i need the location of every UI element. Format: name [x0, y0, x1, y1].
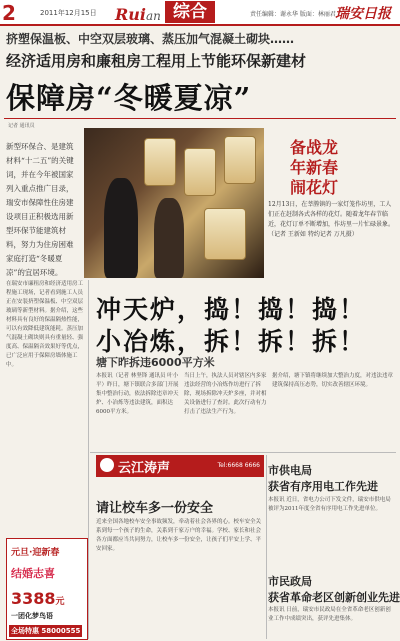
lantern-photo [84, 128, 264, 278]
story-byline: 记者 通讯员 [8, 123, 35, 129]
ad-slogan: 结婚志喜 [11, 567, 55, 580]
lantern-shape [184, 148, 216, 196]
demolition-body-col2: 当日上午，执法人员对辖区内多家违法经营的小冶炼作坊进行了拆除，现场拆除冲天炉多座，并对相关设备进行了查封。此次行动有力打击了违法生产行为。 [184, 373, 267, 415]
demolition-headline-line2: 小冶炼，拆！拆！拆！ [96, 327, 367, 356]
story-lead: 新型环保合、是建筑材料“十二五”的关键词，并在今年被国家列入重点推广目录，瑞安市保障性住房建设项目正积极选用新型环保节能建筑材料，努力为住房困难家庭打造“冬暖夏凉”的宜居环境。 [6, 142, 74, 277]
lantern-shape [204, 208, 246, 260]
issue-date: 2011年12月15日 [40, 9, 97, 17]
ad-price: 3388元 [11, 589, 65, 608]
headline-divider [4, 118, 396, 119]
section-name: 综合 [165, 1, 215, 23]
column-title: 云江涛声 [118, 461, 171, 476]
column-divider [88, 280, 89, 639]
demolition-body-col1: 本报讯（记者 林坚锋 通讯员 叶小平）昨日，塘下镇联合多部门开展集中整治行动，依法拆除违章冲天炉、小冶炼等违法建筑，面积达6000平方米。 [96, 373, 179, 415]
page-number: 2 [2, 1, 16, 25]
column-tel: Tel:6668 6666 [217, 462, 260, 469]
ad-title: 元旦·迎新春 [11, 548, 60, 558]
section-divider [90, 452, 396, 453]
ad-line: 一团化梦鸟语 [11, 612, 53, 620]
news1-headline-line2: 获省有序用电工作先进 [268, 480, 378, 493]
editor-credits: 责任编辑：谢永华 版面：林丽君 [250, 11, 336, 18]
photo-caption: 12月13日，在莘塍镇的一家灯笼作坊里，工人们正在赶制各式各样的花灯。随着龙年春节临近，花灯订单不断增加，作坊里一片忙碌景象。（记者 王新如 特约记者 万凡摄） [268, 201, 395, 238]
demolition-body-col3: 据介绍，塘下镇将继续加大整治力度，对违法违章建筑保持高压态势，切实改善辖区环境。 [272, 373, 394, 388]
ad-phone: 全场特惠 58000555 [11, 627, 81, 635]
photo-title: 备战龙年新春 闹花灯 [290, 138, 339, 197]
story-kicker: 挤塑保温板、中空双层玻璃、蒸压加气混凝土砌块…… [6, 32, 295, 46]
newspaper-brand: 瑞安日报 [335, 6, 391, 22]
advertisement[interactable] [6, 538, 88, 640]
news2-body: 本报讯 日前，瑞安市民政局在全省革命老区创新创业工作中成绩突出，获评先进集体。 [268, 607, 391, 622]
story-headline: 保障房“冬暖夏凉” [6, 81, 252, 115]
story-subhead: 经济适用房和廉租房工程用上节能环保新建材 [6, 52, 307, 70]
lantern-shape [144, 138, 176, 186]
news1-headline-line1: 市供电局 [268, 464, 312, 477]
person-figure [104, 178, 138, 278]
demolition-subhead: 塘下昨拆违6000平方米 [96, 356, 215, 369]
news2-headline-line2: 获省革命老区创新创业先进 [268, 591, 400, 604]
section-logo [115, 5, 161, 24]
oped-body: 近来全国各地校车安全事故频发，牵动着社会各界的心。校车安全关系到每一个孩子的生命，关系到千家万户的幸福。学校、家长和社会各方面都应当共同努力，让校车多一份安全，让孩子们平安上学、平安回家。 [96, 519, 262, 552]
demolition-headline-line1: 冲天炉，捣！捣！捣！ [96, 295, 367, 324]
column-logo-icon [100, 458, 114, 472]
news2-headline-line1: 市民政局 [268, 575, 312, 588]
news1-body: 本报讯 近日，省电力公司下发文件，瑞安市供电局被评为2011年度全省有序用电工作先进单位。 [268, 497, 391, 512]
oped-headline: 请让校车多一份安全 [96, 501, 214, 516]
person-figure [154, 198, 184, 278]
section-logo-initial: Rui [115, 5, 147, 24]
column-divider [266, 455, 267, 639]
lantern-shape [224, 136, 256, 184]
column-header [96, 455, 264, 477]
story-body: 在瑞安市廉租房和经济适用房工程施工现场，记者看到施工人员正在安装挤塑保温板、中空双层玻璃等新型材料。据介绍，这些材料具有良好的保温隔热性能，可以有效降低建筑能耗。蒸压加气混凝土砌块则具有重量轻、强度高、保温隔音效果好等优点，已广泛应用于保障房墙体施工中。 [6, 281, 84, 368]
section-logo-rest: an [146, 9, 161, 23]
